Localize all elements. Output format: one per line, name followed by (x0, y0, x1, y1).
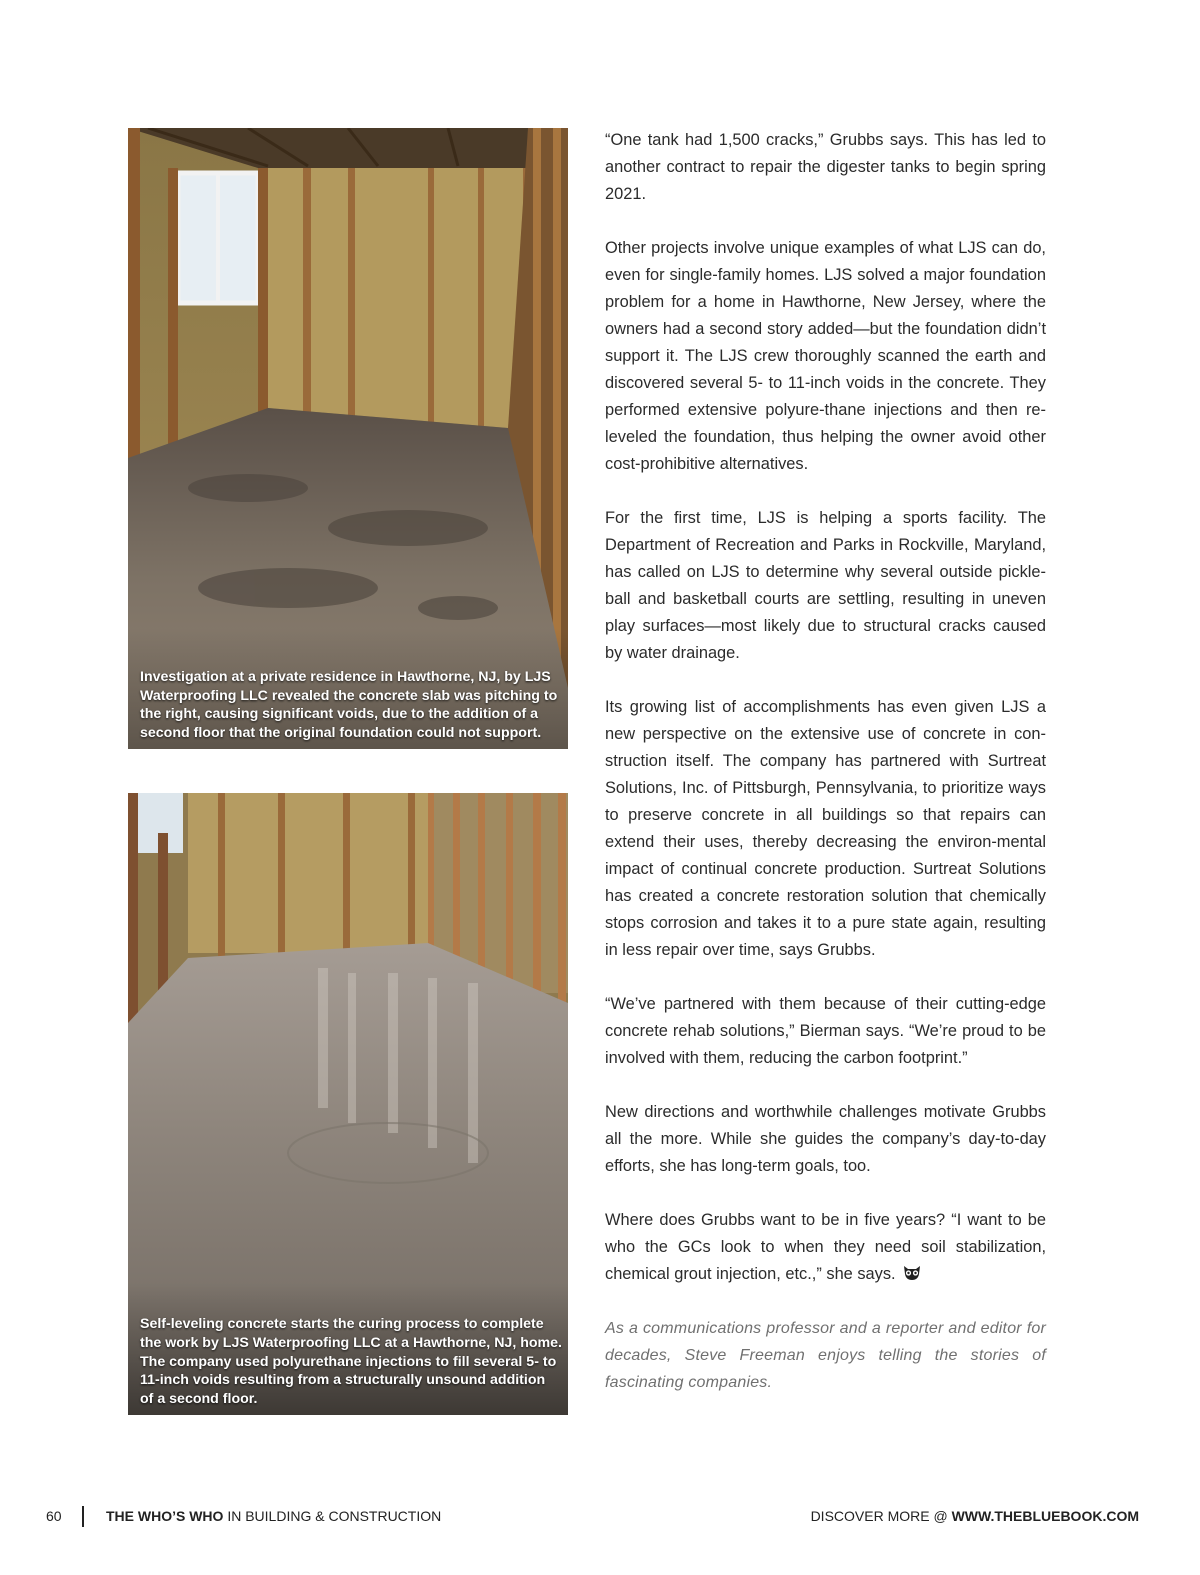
article-paragraph: Other projects involve unique examples of what LJS can do, even for single-family homes. LJS solved a major foundation problem for a home in Hawthorne, New Jersey, where the owners had a second story added—but the foundation didn’t support it. The LJS crew thoroughly scanned the earth and discovered several 5- to 11-inch voids in the concrete. They performed extensive polyure-thane injections and then re-leveled the foundation, thus helping the owner avoid other cost-prohibitive alternatives. (605, 239, 1046, 473)
owl-icon (902, 1265, 922, 1281)
photo-investigation (128, 128, 568, 749)
article-paragraph: Its growing list of accomplishments has even given LJS a new perspective on the extensive use of concrete in con-struction itself. The company has partnered with Surtreat Solutions, Inc. of Pittsburgh, Pennsylvania, to prioritize ways to preserve concrete in all buildings so that repairs can extend their uses, thereby decreasing the environ-mental impact of continual concrete production. Surtreat Solutions has created a concrete restoration solution that chemically stops corrosion and takes it to a pure state again, resulting in less repair over time, says Grubbs. (605, 698, 1046, 959)
publication-name-rest: IN BUILDING & CONSTRUCTION (223, 1508, 442, 1524)
discover-label: DISCOVER MORE @ (810, 1508, 952, 1524)
publication-name-bold: THE WHO’S WHO (106, 1508, 224, 1524)
website-link[interactable]: WWW.THEBLUEBOOK.COM (951, 1508, 1139, 1524)
publication-name (106, 1508, 441, 1524)
article-paragraph: “We’ve partnered with them because of their cutting-edge concrete rehab solutions,” Bierman says. “We’re proud to be involved with them, reducing the carbon footprint.” (605, 995, 1046, 1067)
article-paragraph: New directions and worthwhile challenges motivate Grubbs all the more. While she guides the company’s day-to-day efforts, she has long-term goals, too. (605, 1103, 1046, 1175)
article-paragraph: For the first time, LJS is helping a sports facility. The Department of Recreation and Parks in Rockville, Maryland, has called on LJS to determine why several outside pickle-ball and basketball courts are settling, resulting in uneven play surfaces—most likely due to structural cracks caused by water drainage. (605, 509, 1046, 662)
investigation-room-image (128, 128, 568, 749)
author-bio: As a communications professor and a reporter and editor for decades, Steve Freeman enjoys telling the stories of fascinating companies. (605, 1320, 1046, 1391)
photo-self-leveling (128, 793, 568, 1415)
article-paragraph-text: Where does Grubbs want to be in five years? “I want to be who the GCs look to when they need soil stabilization, chemical grout injection, etc.,” she says. (605, 1211, 1046, 1283)
page-number: 60 (46, 1508, 62, 1524)
photo-caption: Self-leveling concrete starts the curing process to complete the work by LJS Waterproofing LLC at a Hawthorne, NJ, home. The company used polyurethane injections to fill several 5- to 11-inch voids resulting from a structurally unsound addition of a second floor. (140, 1316, 562, 1408)
footer-divider (82, 1506, 84, 1527)
article-closing-paragraph (605, 1207, 1046, 1288)
photo-caption: Investigation at a private residence in Hawthorne, NJ, by LJS Waterproofing LLC revealed the concrete slab was pitching to the right, causing significant voids, due to the addition of a second floor that the original foundation could not support. (140, 668, 558, 742)
article-body (605, 127, 1046, 1423)
discover-more (811, 1508, 1139, 1524)
page-footer (0, 1506, 1200, 1528)
article-paragraph: “One tank had 1,500 cracks,” Grubbs says. This has led to another contract to repair the digester tanks to begin spring 2021. (605, 131, 1046, 203)
